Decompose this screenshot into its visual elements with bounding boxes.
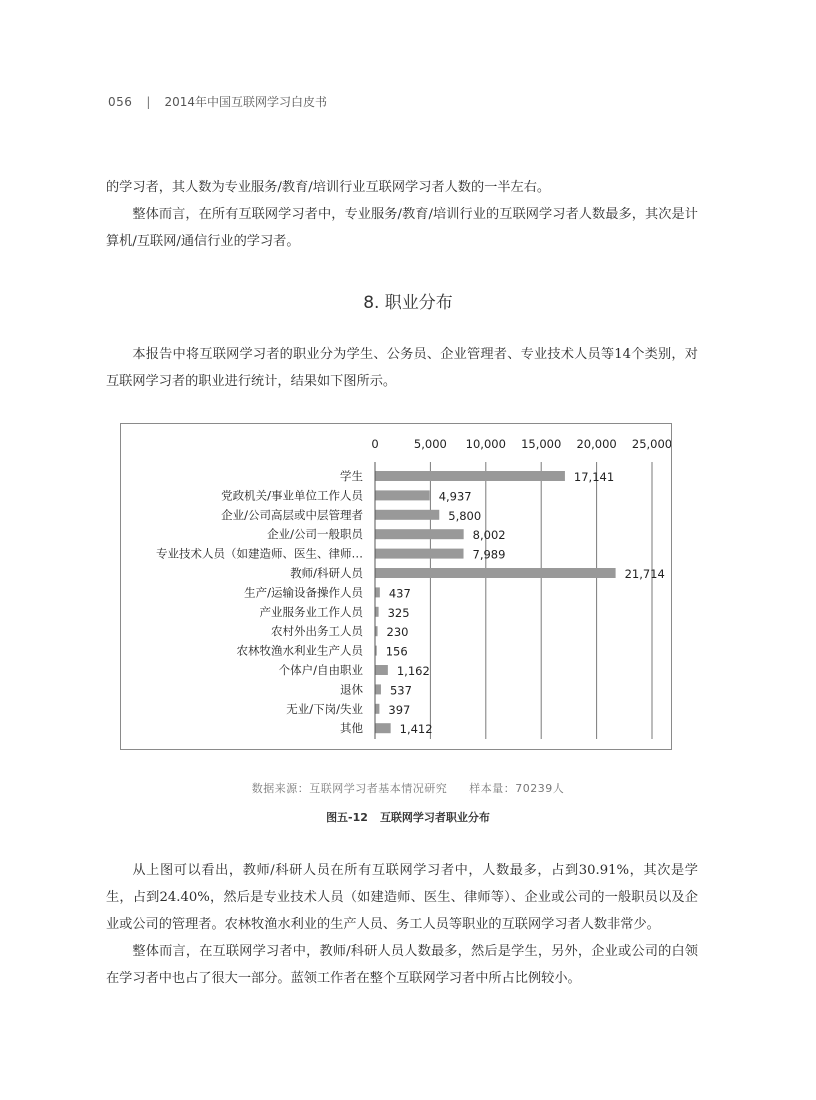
- intro-paragraph: 本报告中将互联网学习者的职业分为学生、公务员、企业管理者、专业技术人员等14个类别，对互联网学习者的职业进行统计，结果如下图所示。: [106, 347, 698, 389]
- value-label-11: 537: [389, 683, 412, 698]
- x-tick-label-1: 5,000: [413, 437, 447, 451]
- paragraph-bottom-2: 整体而言，在互联网学习者中，教师/科研人员人数最多，然后是学生，另外，企业或公司的白领在学习者中也占了很大一部分。蓝领工作者在整个互联网学习者中所占比例较小。: [106, 944, 698, 986]
- x-tick-label-5: 25,000: [631, 437, 671, 451]
- category-label-8: 农村外出务工人员: [271, 624, 363, 639]
- paragraph-top-2: 整体而言，在所有互联网学习者中，专业服务/教育/培训行业的互联网学习者人数最多，其次是计算机/互联网/通信行业的学习者。: [106, 207, 698, 249]
- occupation-bar-chart: [121, 424, 671, 749]
- bar-5: [375, 568, 616, 578]
- category-label-12: 无业/下岗/失业: [286, 701, 363, 716]
- category-label-2: 企业/公司高层或中层管理者: [221, 507, 363, 522]
- category-label-0: 学生: [340, 469, 363, 483]
- figure-caption: [0, 809, 816, 825]
- figure-number: 图五-12: [326, 811, 368, 824]
- figure-title: 互联网学习者职业分布: [379, 811, 490, 824]
- bar-11: [375, 684, 381, 694]
- bar-2: [375, 510, 439, 520]
- running-header: [108, 93, 327, 110]
- paragraph-top-1: 的学习者，其人数为专业服务/教育/培训行业互联网学习者人数的一半左右。: [106, 180, 551, 195]
- sample-size: 样本量：70239人: [469, 782, 565, 795]
- bar-10: [375, 665, 388, 675]
- header-separator: |: [146, 95, 151, 109]
- category-label-3: 企业/公司一般职员: [267, 527, 363, 542]
- category-label-10: 个体户/自由职业: [278, 663, 363, 677]
- value-label-12: 397: [388, 702, 411, 717]
- bar-0: [375, 471, 565, 481]
- chart-frame: [120, 423, 672, 750]
- bar-3: [375, 529, 464, 539]
- paragraph-bottom-1: 从上图可以看出，教师/科研人员在所有互联网学习者中，人数最多，占到30.91%，其次是学生，占到24.40%，然后是专业技术人员（如建造师、医生、律师等）、企业或公司的一般职员以及企业或公司的管理者。农林牧渔水利业的生产人员、务工人员等职业的互联网学习者人数非常少。: [106, 863, 698, 932]
- value-label-1: 4,937: [438, 489, 472, 504]
- x-tick-label-2: 10,000: [465, 437, 506, 451]
- bar-12: [375, 704, 379, 714]
- source-note: [0, 780, 816, 796]
- category-label-13: 其他: [340, 721, 363, 736]
- category-label-1: 党政机关/事业单位工作人员: [221, 488, 363, 503]
- value-label-3: 8,002: [472, 528, 506, 543]
- value-label-6: 437: [388, 586, 411, 601]
- category-label-5: 教师/科研人员: [290, 566, 363, 580]
- data-source: 数据来源：互联网学习者基本情况研究: [251, 782, 448, 795]
- x-tick-label-0: 0: [371, 437, 379, 451]
- category-label-11: 退休: [340, 682, 363, 697]
- value-label-5: 21,714: [624, 567, 665, 581]
- category-label-4: 专业技术人员（如建造师、医生、律师…: [156, 546, 363, 561]
- value-label-0: 17,141: [573, 470, 615, 484]
- book-title: 2014年中国互联网学习白皮书: [164, 95, 327, 109]
- value-label-7: 325: [387, 605, 410, 620]
- bar-7: [375, 607, 379, 617]
- value-label-10: 1,162: [396, 664, 430, 678]
- page-number: 056: [108, 95, 133, 109]
- x-tick-label-3: 15,000: [521, 437, 562, 451]
- value-label-4: 7,989: [472, 547, 506, 562]
- bar-4: [375, 549, 464, 559]
- x-tick-label-4: 20,000: [576, 437, 617, 451]
- value-label-13: 1,412: [399, 722, 433, 737]
- category-label-7: 产业服务业工作人员: [259, 604, 363, 619]
- bar-6: [375, 587, 380, 597]
- section-title: 8. 职业分布: [363, 293, 453, 313]
- bar-1: [375, 490, 430, 500]
- category-label-6: 生产/运输设备操作人员: [244, 585, 363, 600]
- category-label-9: 农林牧渔水利业生产人员: [236, 643, 363, 658]
- value-label-2: 5,800: [448, 508, 482, 523]
- value-label-8: 230: [386, 625, 409, 640]
- bar-13: [375, 723, 391, 733]
- value-label-9: 156: [385, 644, 408, 659]
